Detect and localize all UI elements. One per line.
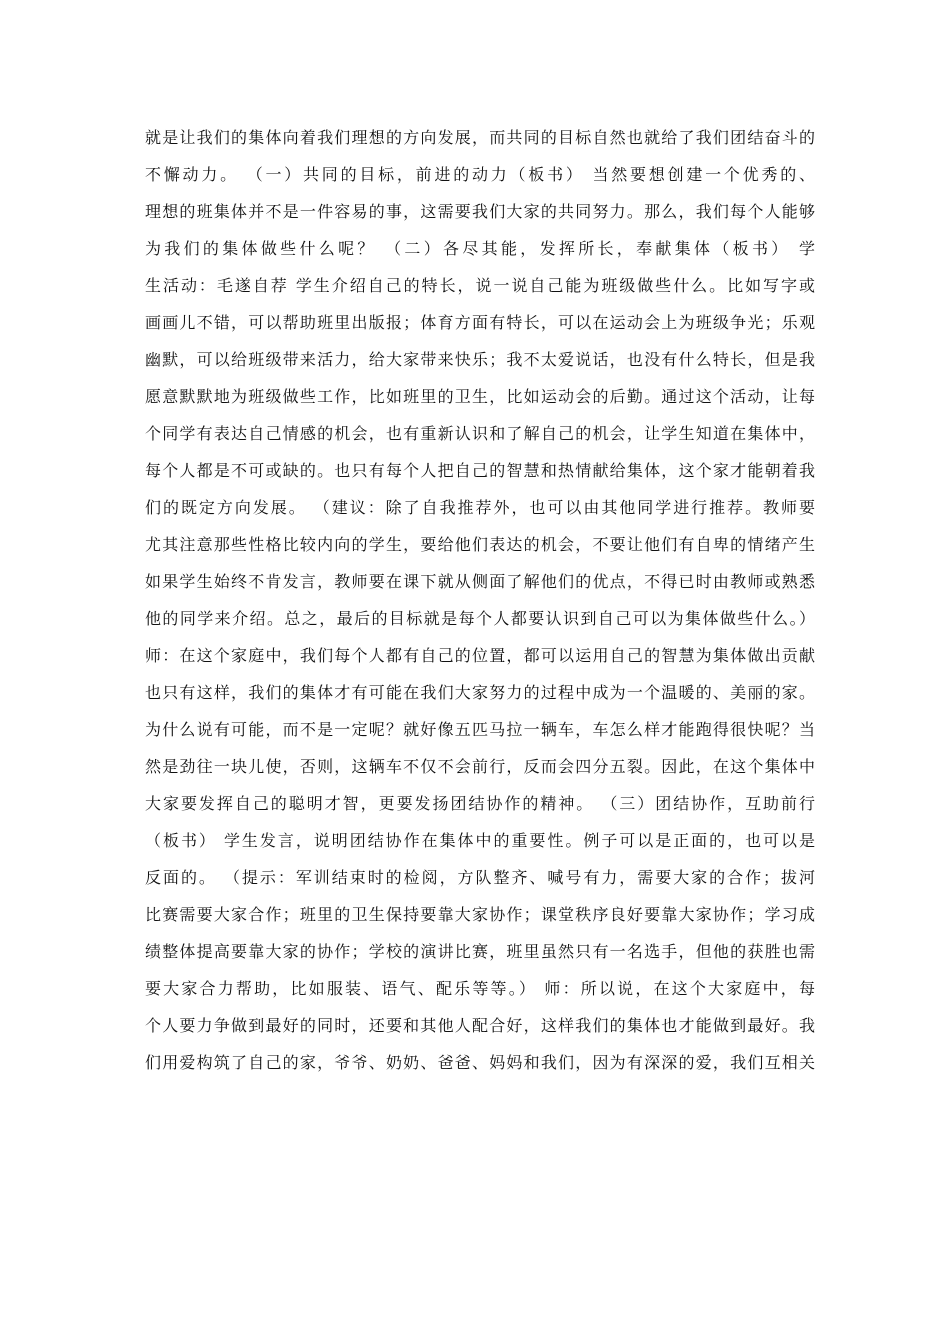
text-line: 们的既定方向发展。 （建议：除了自我推荐外，也可以由其他同学进行推荐。教师要	[145, 498, 815, 517]
text-line: 然是劲往一块儿使，否则，这辆车不仅不会前行，反而会四分五裂。因此，在这个集体中	[145, 757, 815, 776]
text-line: 们用爱构筑了自己的家，爷爷、奶奶、爸爸、妈妈和我们，因为有深深的爱，我们互相关	[145, 1053, 815, 1072]
text-line: 反面的。 （提示：军训结束时的检阅，方队整齐、喊号有力，需要大家的合作；拔河	[145, 868, 815, 887]
text-line: 每个人都是不可或缺的。也只有每个人把自己的智慧和热情献给集体，这个家才能朝着我	[145, 461, 815, 480]
text-line: 不懈动力。 （一）共同的目标，前进的动力（板书） 当然要想创建一个优秀的、	[145, 165, 815, 184]
text-line: 也只有这样，我们的集体才有可能在我们大家努力的过程中成为一个温暖的、美丽的家。	[145, 683, 815, 702]
text-line: 画画儿不错，可以帮助班里出版报；体育方面有特长，可以在运动会上为班级争光；乐观	[145, 313, 815, 332]
text-line: （板书） 学生发言，说明团结协作在集体中的重要性。例子可以是正面的，也可以是	[145, 831, 815, 850]
text-line: 比赛需要大家合作；班里的卫生保持要靠大家协作；课堂秩序良好要靠大家协作；学习成	[145, 905, 815, 924]
text-line: 他的同学来介绍。总之，最后的目标就是每个人都要认识到自己可以为集体做些什么。）	[145, 609, 815, 628]
text-line: 为我们的集体做些什么呢？ （二）各尽其能，发挥所长，奉献集体（板书） 学	[145, 239, 815, 258]
body-text	[145, 119, 815, 1081]
text-line: 个人要力争做到最好的同时，还要和其他人配合好，这样我们的集体也才能做到最好。我	[145, 1016, 815, 1035]
text-line: 师：在这个家庭中，我们每个人都有自己的位置，都可以运用自己的智慧为集体做出贡献	[145, 646, 815, 665]
text-line: 绩整体提高要靠大家的协作；学校的演讲比赛，班里虽然只有一名选手，但他的获胜也需	[145, 942, 815, 961]
text-line: 为什么说有可能，而不是一定呢？就好像五匹马拉一辆车，车怎么样才能跑得很快呢？当	[145, 720, 815, 739]
text-line: 如果学生始终不肯发言，教师要在课下就从侧面了解他们的优点，不得已时由教师或熟悉	[145, 572, 815, 591]
text-line: 就是让我们的集体向着我们理想的方向发展，而共同的目标自然也就给了我们团结奋斗的	[145, 128, 815, 147]
text-line: 愿意默默地为班级做些工作，比如班里的卫生，比如运动会的后勤。通过这个活动，让每	[145, 387, 815, 406]
text-line: 要大家合力帮助，比如服装、语气、配乐等等。） 师：所以说，在这个大家庭中，每	[145, 979, 815, 998]
text-line: 个同学有表达自己情感的机会，也有重新认识和了解自己的机会，让学生知道在集体中，	[145, 424, 815, 443]
text-line: 幽默，可以给班级带来活力，给大家带来快乐；我不太爱说话，也没有什么特长，但是我	[145, 350, 815, 369]
text-line: 大家要发挥自己的聪明才智，更要发扬团结协作的精神。 （三）团结协作，互助前行	[145, 794, 815, 813]
text-line: 生活动：毛遂自荐 学生介绍自己的特长，说一说自己能为班级做些什么。比如写字或	[145, 276, 815, 295]
text-line: 理想的班集体并不是一件容易的事，这需要我们大家的共同努力。那么，我们每个人能够	[145, 202, 815, 221]
text-line: 尤其注意那些性格比较内向的学生，要给他们表达的机会，不要让他们有自卑的情绪产生	[145, 535, 815, 554]
